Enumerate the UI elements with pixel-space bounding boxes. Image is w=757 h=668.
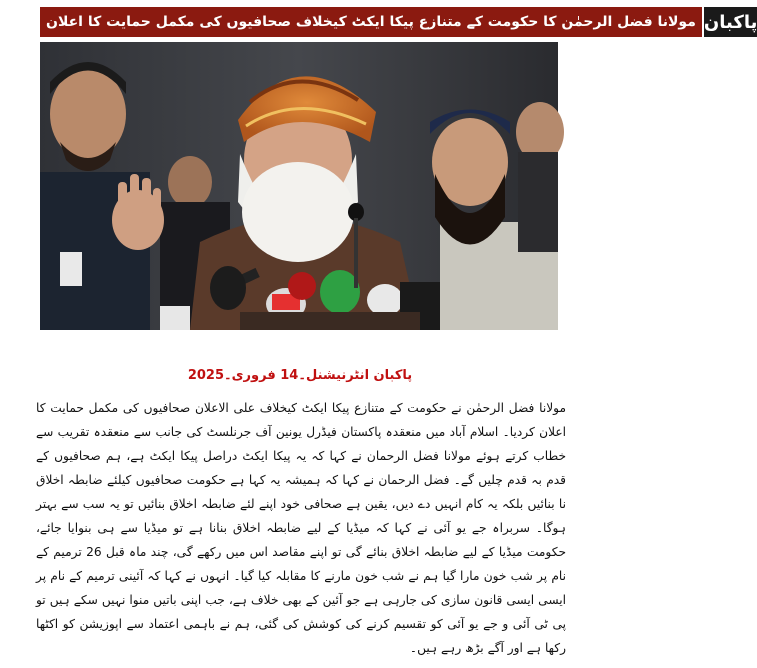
- headline-text: مولانا فضل الرحمٰن کا حکومت کے متنازع پیکا ایکٹ کیخلاف صحافیوں کی مکمل حمایت کا اعلان: [40, 7, 702, 37]
- press-conference-photo: [40, 42, 558, 330]
- photo-illustration: [40, 42, 558, 330]
- headline-banner: [40, 7, 757, 37]
- dateline: پاکبان انٹرنیشنل۔14 فروری۔2025: [187, 368, 413, 383]
- brand-logo: پاکبان: [702, 7, 757, 37]
- article-paragraph: مولانا فضل الرحمٰن نے حکومت کے متنازع پیکا ایکٹ کیخلاف علی الاعلان صحافیوں کی مکمل حمایت کا اعلان کردیا۔ اسلام آباد میں منعقدہ پاکستان فیڈرل یونین آف جرنلسٹ کی جانب سے منعقدہ تقریب سے خطاب کرتے ہوئے مولانا فضل الرحمان نے کہا کہ یہ پیکا ایکٹ دراصل پیکا ایکٹ ہے، ہم صحافیوں کے قدم بہ قدم چلیں گے۔ فضل الرحمان نے کہا کہ ہمیشہ یہ کہا ہے حکومت صحافیوں کیلئے ضابطہ اخلاق نا بنائیں بلکہ یہ کام انہیں دے دیں، یقین ہے صحافی خود اپنے لئے ضابطہ اخلاق بنائیں تو یہ سب سے بہتر ہوگا۔ سربراہ جے یو آئی نے کہا کہ میڈیا کے لیے ضابطہ اخلاق بنانا ہے تو میڈیا سے ہی بنوایا جائے، حکومت میڈیا کے لیے ضابطہ اخلاق بنائے گی تو اپنے مقاصد اس میں رکھے گی، چند ماہ قبل 26 ترمیم کے نام پر شب خون مارا گیا ہم نے شب خون مارنے کا مقابلہ کیا گیا۔ انہوں نے کہا کہ آئینی ترمیم کے نام پر ایسی ایسی قانون سازی کی جارہی ہے جو آئین کے بھی خلاف ہے، جب اپنی باتیں منوا نہیں سکے ہیں تو پی ٹی آئی و جے یو آئی کو تقسیم کرنے کی کوشش کی گئی، ہم نے باہمی اعتماد سے اپوزیشن کو اکٹھا رکھا ہے اور آگے بڑھ رہے ہیں۔: [36, 401, 566, 655]
- article-body: [36, 396, 566, 660]
